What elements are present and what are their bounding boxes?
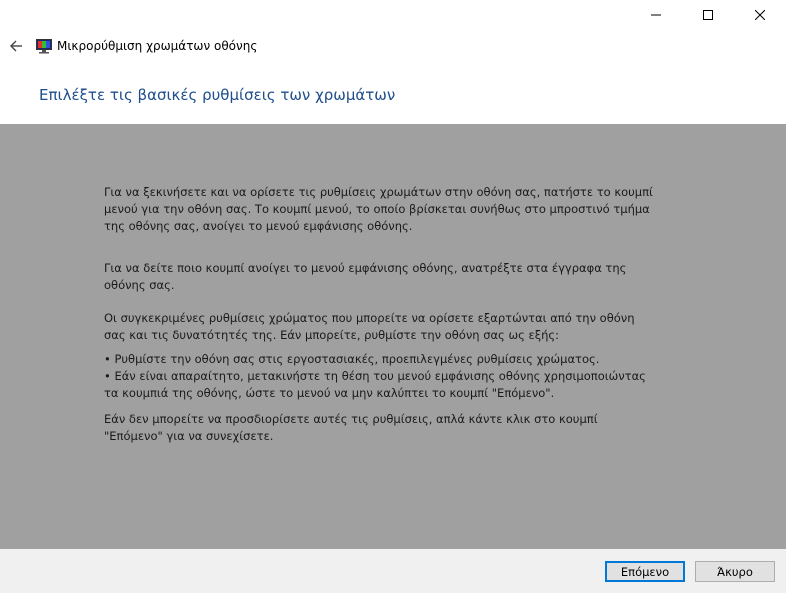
close-button[interactable] [734, 0, 786, 30]
instructions-panel [0, 124, 786, 549]
instruction-line: της οθόνης σας, ανοίγει το μενού εμφάνισης οθόνης. [104, 219, 413, 233]
window-title: Μικρορύθμιση χρωμάτων οθόνης [57, 39, 258, 53]
instruction-bullet: • Ρυθμίστε την οθόνη σας στις εργοστασιακές, προεπιλεγμένες ρυθμίσεις χρώματος. [104, 352, 600, 366]
minimize-icon [651, 10, 661, 20]
window-controls [630, 0, 786, 30]
back-button[interactable] [0, 34, 32, 58]
instruction-bullet: • Εάν είναι απαραίτητο, μετακινήστε τη θέση του μενού εμφάνισης οθόνης χρησιμοποιώντας [104, 369, 646, 383]
page-heading: Επιλέξτε τις βασικές ρυθμίσεις των χρωμάτων [39, 86, 396, 104]
cancel-button[interactable]: Άκυρο [695, 561, 775, 582]
instruction-line: μενού για την οθόνη σας. Το κουμπί μενού, το οποίο βρίσκεται συνήθως στο μπροστινό τμήμα [104, 202, 650, 216]
minimize-button[interactable] [630, 0, 682, 30]
back-arrow-icon [10, 40, 22, 52]
footer-bar [0, 549, 786, 593]
instruction-bullets [104, 351, 679, 402]
instruction-line: οθόνης σας. [104, 278, 175, 292]
instruction-paragraph-2 [104, 260, 679, 294]
instruction-line: Εάν δεν μπορείτε να προσδιορίσετε αυτές τις ρυθμίσεις, απλά κάντε κλικ στο κουμπί [104, 412, 598, 426]
instruction-paragraph-3 [104, 310, 679, 344]
instruction-line: Οι συγκεκριμένες ρυθμίσεις χρώματος που μπορείτε να ορίσετε εξαρτώνται από την οθόνη [104, 311, 635, 325]
instruction-line: τα κουμπιά της οθόνης, ώστε το μενού να μην καλύπτει το κουμπί "Επόμενο". [104, 386, 555, 400]
maximize-button[interactable] [682, 0, 734, 30]
instruction-line: Για να ξεκινήσετε και να ορίσετε τις ρυθμίσεις χρωμάτων στην οθόνη σας, πατήστε το κουμπί [104, 185, 653, 199]
next-button[interactable]: Επόμενο [605, 561, 685, 582]
maximize-icon [703, 10, 713, 20]
title-bar [0, 34, 786, 58]
instruction-line: "Επόμενο" για να συνεχίσετε. [104, 429, 274, 443]
instruction-paragraph-4 [104, 411, 679, 445]
instruction-paragraph-1 [104, 184, 679, 235]
instructions-text [104, 184, 679, 445]
monitor-color-icon [36, 38, 52, 54]
instruction-line: σας και τις δυνατότητές της. Εάν μπορείτε, ρυθμίστε την οθόνη σας ως εξής: [104, 328, 560, 342]
close-icon [755, 10, 765, 20]
instruction-line: Για να δείτε ποιο κουμπί ανοίγει το μενού εμφάνισης οθόνης, ανατρέξτε στα έγγραφα της [104, 261, 627, 275]
